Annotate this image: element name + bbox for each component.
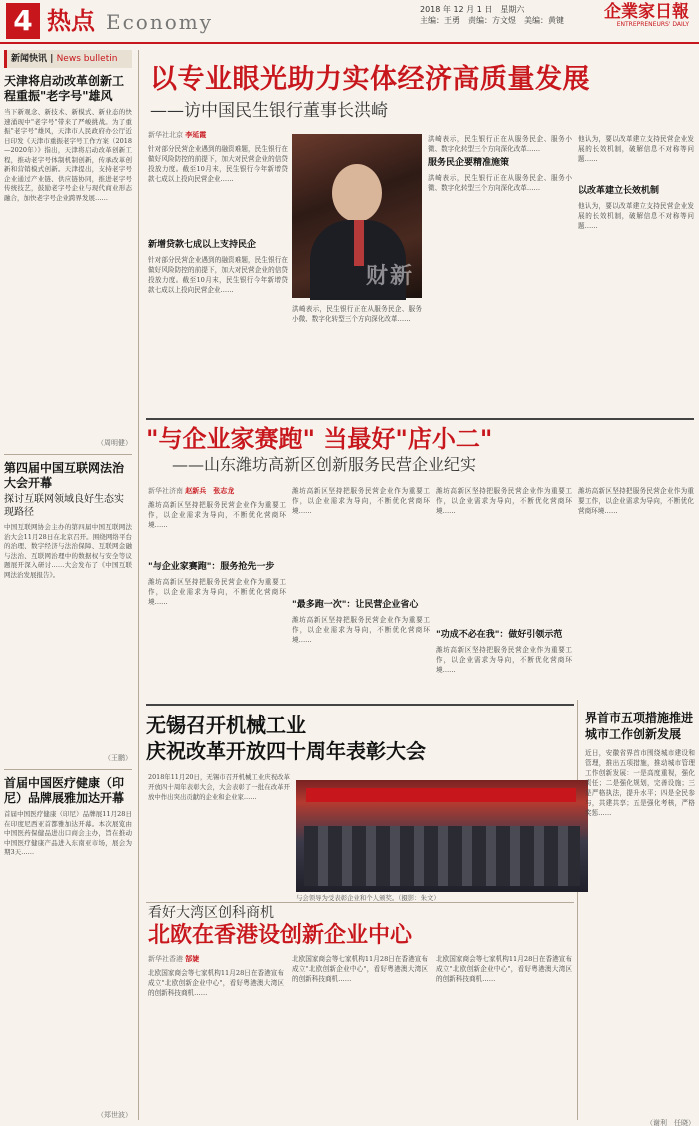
- bulletin-story-3-title[interactable]: 首届中国医疗健康（印尼）品牌展雅加达开幕: [4, 776, 125, 805]
- article-2-text: 潍坊高新区坚持把服务民营企业作为重要工作，以企业需求为导向，不断优化营商环境……: [292, 487, 430, 515]
- article-2-byline: [148, 486, 286, 496]
- page-number: 4: [6, 3, 40, 39]
- article-2-section-head-3: "功成不必在我"：做好引领示范: [436, 630, 563, 640]
- column-rule: [577, 700, 578, 1120]
- article-4-headline-1: 看好大湾区创科商机: [148, 905, 274, 921]
- article-4-text: 北欧国家商会等七家机构11月28日在香港宣布成立"北欧创新企业中心"，看好粤港澳大湾区的创新科技商机……: [292, 955, 428, 983]
- byline-name: 郜婕: [185, 955, 200, 963]
- article-1-byline: [148, 130, 288, 140]
- bulletin-header: 新闻快讯 | News bulletin: [4, 50, 132, 68]
- bulletin-story-2-title[interactable]: 第四届中国互联网法治大会开幕: [4, 461, 125, 490]
- brand-logo-en: ENTREPRENEURS' DAILY: [616, 21, 689, 28]
- article-3-text: 2018年11月20日，无锡市召开机械工业庆祝改革开放四十周年表彰大会，大会表彰了一批在改革开放中作出突出贡献的企业和企业家……: [148, 773, 290, 801]
- bulletin-story-3-body: 首届中国医疗健康（印尼）品牌展11月28日在印度尼西亚首都雅加达开幕。本次展览由中国医药保健品进出口商会主办，旨在推动中国医疗健康产品进入东南亚市场，展会为期3天……: [4, 810, 132, 856]
- award-ceremony-photo: [296, 780, 588, 892]
- right-story: [585, 710, 695, 1126]
- masthead-rule: [0, 42, 699, 44]
- section-title-cn: 热点: [47, 7, 95, 35]
- issue-date: 2018 年 12 月 1 日 星期六: [420, 5, 525, 14]
- byline-name: 赵新兵 张志龙: [185, 487, 235, 495]
- article-1-text: 他认为，要以改革建立支持民营企业发展的长效机制，破解信息不对称等问题……: [578, 135, 694, 163]
- photo-people: [304, 826, 580, 886]
- bulletin-story-2-body: 中国互联网协会主办的第四届中国互联网法治大会11月28日在北京召开。围绕网络平台的治理、数字经济与法治保障、互联网金融与法治、互联网治理中的数据权与安全等议题展开深入研讨……大会发布了《中国互联网法治发展报告》。: [4, 523, 132, 579]
- masthead: [0, 0, 699, 44]
- byline-label: 新华社北京: [148, 131, 183, 139]
- photo-caption: 与会领导为受表彰企业和个人颁奖。（摄影：朱文）: [296, 894, 440, 902]
- article-2-text: 潍坊高新区坚持把服务民营企业作为重要工作，以企业需求为导向，不断优化营商环境……: [292, 616, 430, 644]
- article-1-text: 他认为，要以改革建立支持民营企业发展的长效机制，破解信息不对称等问题……: [578, 202, 694, 230]
- portrait-photo: [292, 134, 422, 298]
- article-2-text: 潍坊高新区坚持把服务民营企业作为重要工作，以企业需求为导向，不断优化营商环境……: [436, 646, 572, 674]
- article-1-text: 洪崎表示，民生银行正在从服务民企、服务小微、数字化转型三个方向深化改革……: [292, 305, 422, 323]
- section-title-en: Economy: [106, 10, 214, 34]
- portrait-head: [332, 164, 382, 222]
- photo-watermark: 财新: [365, 264, 414, 289]
- bulletin-story-2-source: （王鹏）: [104, 754, 132, 762]
- article-1-col-3: [428, 134, 572, 413]
- bulletin-story-2-subtitle: 探讨互联网领域良好生态实现路径: [4, 494, 124, 518]
- right-story-text: 近日，安徽省界首市围绕城市建设和管理，推出五项措施，推动城市管理工作创新发展：一是高度重视，强化责任；二是强化规划，完善设施；三是严格执法，提升水平；四是全民参与，共建共享；五是强化考核，严格奖惩……: [585, 749, 695, 817]
- article-2-subheadline: ——山东潍坊高新区创新服务民营企业纪实: [172, 455, 477, 474]
- byline-label: 新华社济南: [148, 487, 183, 495]
- article-4-text: 北欧国家商会等七家机构11月28日在香港宣布成立"北欧创新企业中心"，看好粤港澳大湾区的创新科技商机……: [148, 969, 284, 997]
- divider: [4, 454, 132, 455]
- article-2-text: 潍坊高新区坚持把服务民营企业作为重要工作，以企业需求为导向，不断优化营商环境……: [436, 487, 572, 515]
- article-1-section-head-2: 服务民企要精准施策: [428, 158, 510, 168]
- article-4-text: 北欧国家商会等七家机构11月28日在香港宣布成立"北欧创新企业中心"，看好粤港澳大湾区的创新科技商机……: [436, 955, 572, 983]
- article-1-subheadline: ——访中国民生银行董事长洪崎: [150, 101, 388, 121]
- article-1-text: 洪崎表示，民生银行正在从服务民企、服务小微、数字化转型三个方向深化改革……: [428, 135, 572, 153]
- article-3-headline-1[interactable]: 无锡召开机械工业: [146, 713, 306, 737]
- bulletin-title-cn: 新闻快讯: [11, 54, 48, 64]
- news-bulletin-column: [4, 50, 132, 1120]
- article-4-headline-2[interactable]: 北欧在香港设创新企业中心: [148, 923, 413, 948]
- section-rule: [146, 418, 694, 420]
- article-1-section-head-1: 新增贷款七成以上支持民企: [148, 240, 257, 250]
- bulletin-story-1-title[interactable]: 天津将启动改革创新工程重振"老字号"雄风: [4, 74, 125, 103]
- article-2-col-3: [436, 486, 572, 695]
- article-1-text: 洪崎表示，民生银行正在从服务民企、服务小微、数字化转型三个方向深化改革……: [428, 174, 572, 192]
- byline-label: 新华社香港: [148, 955, 183, 963]
- column-rule: [138, 50, 139, 1120]
- article-1-headline[interactable]: 以专业眼光助力实体经济高质量发展: [150, 64, 590, 95]
- issue-editors: 主编：王勇 责编：方文煜 美编：黄键: [420, 16, 564, 25]
- section-rule: [146, 704, 574, 706]
- right-story-source: （谢利 任晓）: [646, 1119, 695, 1126]
- article-2-headline[interactable]: "与企业家赛跑" 当最好"店小二": [146, 425, 493, 453]
- article-2-section-head-1: "与企业家赛跑"：服务抢先一步: [148, 562, 275, 572]
- issue-meta: [420, 4, 610, 26]
- photo-banner: [306, 788, 576, 802]
- article-2-section-head-2: "最多跑一次"：让民营企业省心: [292, 600, 419, 610]
- article-4-byline: [148, 954, 284, 964]
- right-story-title[interactable]: 界首市五项措施推进城市工作创新发展: [585, 711, 694, 741]
- article-2-text: 潍坊高新区坚持把服务民营企业作为重要工作，以企业需求为导向，不断优化营商环境……: [578, 487, 694, 515]
- article-2-col-1: [148, 486, 286, 697]
- divider: [4, 769, 132, 770]
- article-2-text: 潍坊高新区坚持把服务民营企业作为重要工作，以企业需求为导向，不断优化营商环境……: [148, 578, 286, 606]
- brand-logo: 企業家日報: [604, 2, 689, 22]
- article-1-text: 针对部分民营企业遇到的融资难题，民生银行在做好风险防控的前提下，加大对民营企业的信贷投放力度。截至10月末，民生银行今年新增贷款七成以上投向民营企业……: [148, 256, 288, 294]
- bulletin-story-1-source: （周明健）: [97, 439, 132, 447]
- portrait-tie: [354, 220, 364, 266]
- article-1-text: 针对部分民营企业遇到的融资难题，民生银行在做好风险防控的前提下，加大对民营企业的信贷投放力度。截至10月末，民生银行今年新增贷款七成以上投向民营企业……: [148, 145, 288, 183]
- bulletin-title-en: News bulletin: [56, 54, 118, 64]
- byline-name: 李延霞: [185, 131, 207, 139]
- article-1-col-1: [148, 130, 288, 425]
- article-1-section-head-3: 以改革建立长效机制: [578, 186, 660, 196]
- bulletin-story-3-source: （郑世波）: [97, 1111, 132, 1119]
- section-rule: [146, 902, 574, 903]
- article-3-headline-2[interactable]: 庆祝改革开放四十周年表彰大会: [146, 739, 426, 763]
- article-1-col-4: [578, 134, 694, 411]
- article-4-col-1: [148, 954, 284, 1118]
- bulletin-story-1-body: 当下新观念、新技术、新模式、新业态的快速涌现中"老字号"带来了严峻挑战。为了重振"老字号"雄风，天津市人民政府办公厅近日印发《天津市重振老字号工作方案（2018—2020年）》指出，天津将启动改革创新工程，推动老字号体制机制创新，传承改革创新和营销模式创新。天津提出，支持老字号企业通过产业链、供应链协同，推进老字号传统技艺，鼓励老字号企业与现代商业形态融合，加快老字号企业跨界发展……: [4, 108, 132, 202]
- article-2-text: 潍坊高新区坚持把服务民营企业作为重要工作，以企业需求为导向，不断优化营商环境……: [148, 501, 286, 529]
- article-2-col-2: [292, 486, 430, 695]
